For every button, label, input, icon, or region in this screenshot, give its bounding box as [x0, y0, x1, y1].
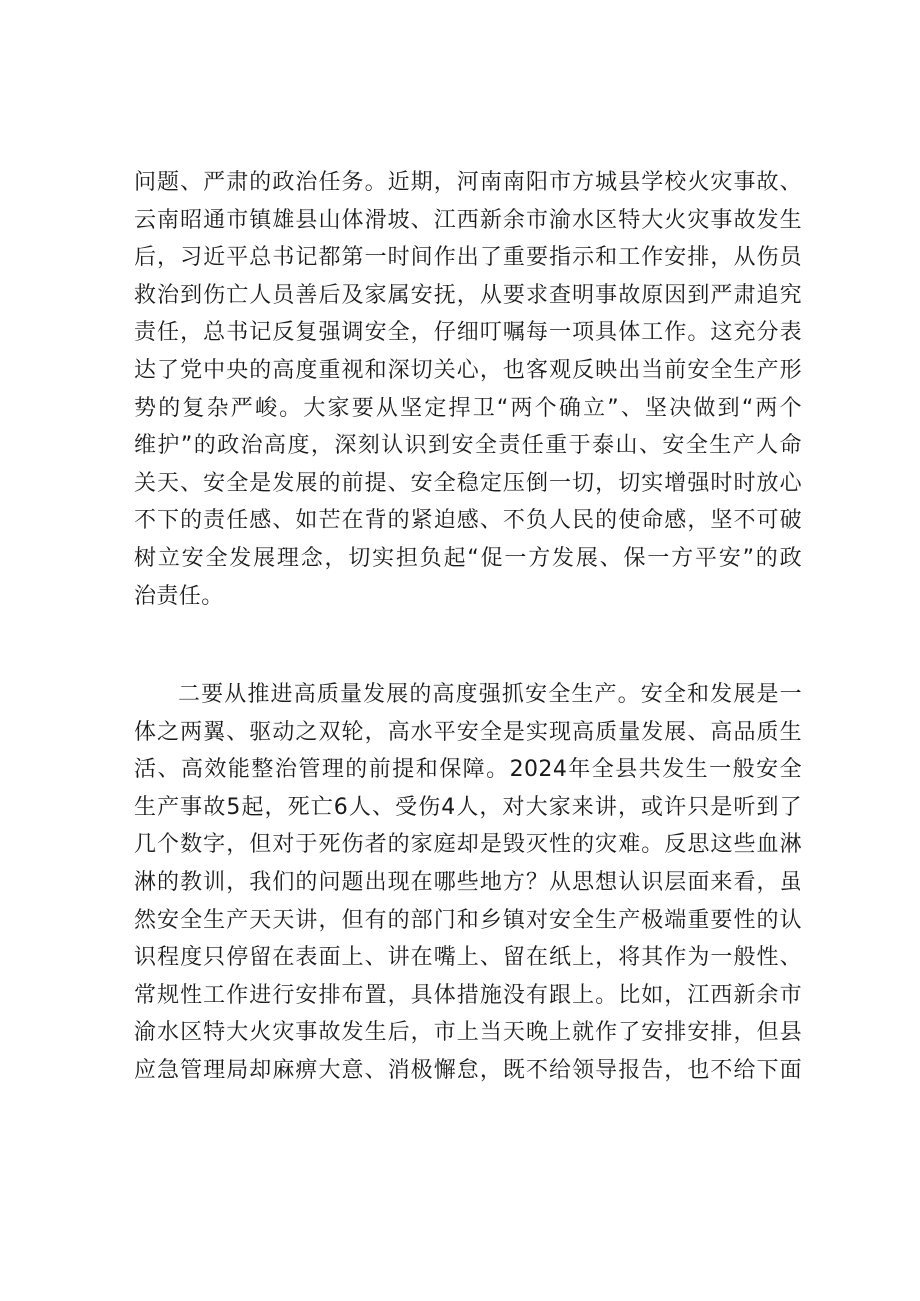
text-line: 救治到伤亡人员善后及家属安抚，从要求查明事故原因到严肃追究 [134, 282, 802, 308]
text-line: 势的复杂严峻。大家要从坚定捍卫“两个确立”、坚决做到“两个 [134, 395, 802, 421]
text-line: 二要从推进高质量发展的高度强抓安全生产。安全和发展是一 [178, 682, 802, 707]
text-line: 渝水区特大火灾事故发生后，市上当天晚上就作了安排安排，但县 [134, 1020, 802, 1046]
text-line: 应急管理局却麻痹大意、消极懈怠，既不给领导报告，也不给下面 [134, 1057, 802, 1083]
text-line: 活、高效能整治管理的前提和保障。2024年全县共发生一般安全 [134, 757, 802, 783]
text-line: 几个数字，但对于死伤者的家庭却是毁灭性的灾难。反思这些血淋 [134, 832, 802, 858]
paragraph-2 [134, 676, 802, 1090]
text-line: 后，习近平总书记都第一时间作出了重要指示和工作安排，从伤员 [134, 245, 802, 271]
text-line: 达了党中央的高度重视和深切关心，也客观反映出当前安全生产形 [134, 357, 802, 383]
text-line: 云南昭通市镇雄县山体滑坡、江西新余市渝水区特大火灾事故发生 [134, 207, 802, 233]
text-line: 然安全生产天天讲，但有的部门和乡镇对安全生产极端重要性的认 [134, 907, 802, 933]
text-line: 问题、严肃的政治任务。近期，河南南阳市方城县学校火灾事故、 [134, 170, 802, 195]
text-line: 生产事故5起，死亡6人、受伤4人，对大家来讲，或许只是听到了 [134, 794, 802, 820]
text-line: 治责任。 [134, 583, 224, 609]
text-line: 树立安全发展理念，切实担负起“促一方发展、保一方平安”的政 [134, 545, 802, 571]
paragraph-1 [134, 164, 802, 615]
text-line: 不下的责任感、如芒在背的紧迫感、不负人民的使命感，坚不可破 [134, 508, 802, 534]
text-line: 关天、安全是发展的前提、安全稳定压倒一切，切实增强时时放心 [134, 470, 802, 496]
text-line: 常规性工作进行安排布置，具体措施没有跟上。比如，江西新余市 [134, 982, 802, 1008]
text-line: 淋的教训，我们的问题出现在哪些地方？从思想认识层面来看，虽 [134, 869, 802, 895]
text-line: 体之两翼、驱动之双轮，高水平安全是实现高质量发展、高品质生 [134, 719, 802, 745]
text-line: 识程度只停留在表面上、讲在嘴上、留在纸上，将其作为一般性、 [134, 945, 802, 971]
text-line: 维护”的政治高度，深刻认识到安全责任重于泰山、安全生产人命 [134, 433, 802, 459]
text-line: 责任，总书记反复强调安全，仔细叮嘱每一项具体工作。这充分表 [134, 320, 802, 346]
